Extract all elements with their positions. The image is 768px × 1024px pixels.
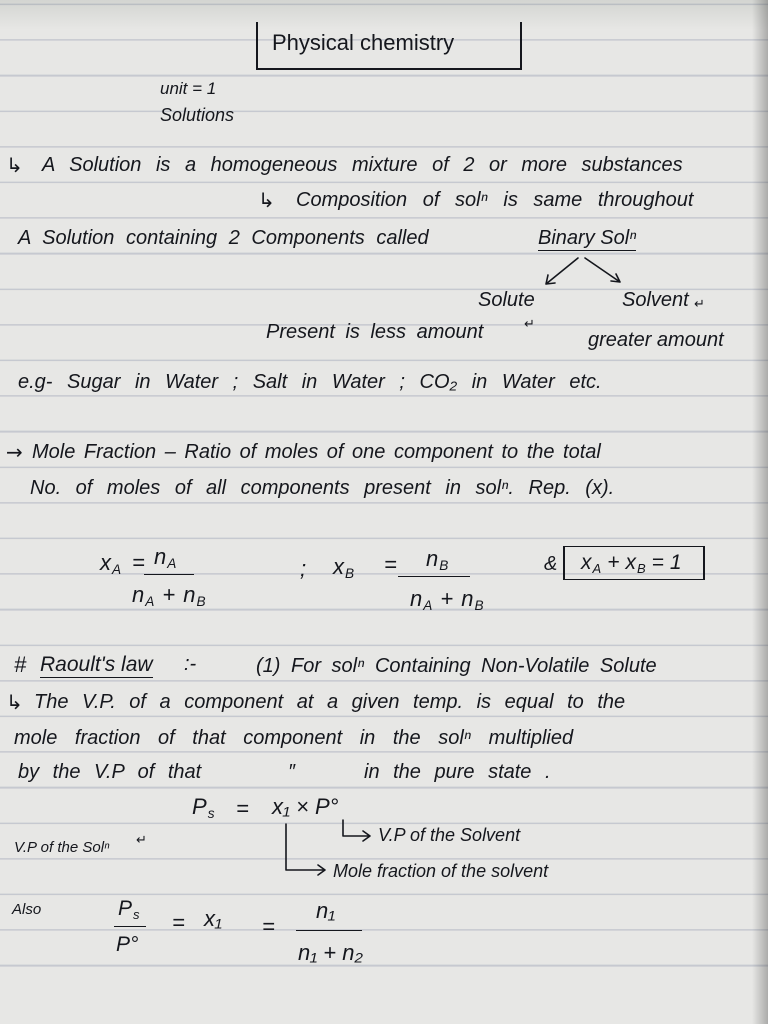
variable: n: [410, 586, 423, 611]
page-edge-shadow: [752, 0, 768, 1024]
subscript: A: [423, 598, 433, 614]
plus-sign: +: [607, 551, 620, 574]
right-arrow-icon: [6, 442, 23, 462]
raoult-statement-line1: The V.P. of a component at a given temp. is equal to the: [34, 691, 626, 713]
subscript: A: [145, 594, 155, 610]
solute-note: Present is less amount: [266, 321, 484, 343]
formula-separator: ;: [300, 556, 307, 581]
return-arrow-icon: [524, 318, 535, 331]
also-label: Also: [12, 901, 42, 918]
equals-sign: =: [651, 551, 664, 574]
variable: x: [100, 550, 111, 575]
xa-symbol: [100, 550, 122, 578]
fraction-bar: [144, 574, 194, 575]
sum-rule: [581, 551, 682, 577]
hook-right-arrow-icon: [6, 155, 23, 175]
mole-fraction-solvent-label: Mole fraction of the solvent: [333, 861, 549, 881]
raoult-formula-rhs: x₁ × P°: [272, 794, 339, 819]
subscript: B: [196, 594, 206, 610]
equals-sign: =: [132, 550, 145, 575]
solvent-label: Solvent: [622, 289, 689, 311]
mole-fraction-x1: x₁: [204, 906, 222, 931]
raoult-statement-line3: by the V.P of that: [18, 761, 202, 783]
binary-to-solvent-arrow: [585, 258, 620, 282]
variable: x: [333, 554, 344, 579]
subscript: s: [133, 907, 140, 923]
subscript: A: [167, 556, 177, 572]
x1-to-mole-fraction-arrow: [286, 824, 325, 875]
variable: n: [461, 586, 474, 611]
fraction-bar: [398, 576, 470, 577]
solution-definition: A Solution is a homogeneous mixture of 2 or more substances: [42, 154, 683, 176]
xb-symbol: [333, 554, 355, 582]
raoult-statement-line3-end: in the pure state .: [364, 761, 551, 783]
equals-sign: =: [262, 914, 275, 939]
subscript: A: [592, 561, 602, 577]
variable: P: [118, 897, 133, 920]
page-title: Physical chemistry: [272, 30, 455, 55]
subscript: B: [636, 561, 646, 577]
variable: n: [426, 546, 439, 571]
subscript: B: [345, 566, 355, 582]
return-arrow-icon: [136, 834, 147, 847]
sum-value: 1: [669, 551, 682, 574]
ps-symbol: [192, 794, 215, 822]
composition-note: Composition of solⁿ is same throughout: [296, 189, 694, 211]
p0-to-vp-solvent-arrow: [343, 820, 370, 841]
solute-label: Solute: [478, 289, 535, 311]
equals-sign: =: [384, 552, 397, 577]
binary-solution-prefix: A Solution containing 2 Components called: [18, 227, 429, 249]
raoult-case: (1) For solⁿ Containing Non-Volatile Solute: [256, 655, 657, 677]
hook-right-arrow-icon: [6, 692, 23, 712]
topic-heading: Solutions: [160, 105, 235, 125]
variable: P: [192, 794, 207, 819]
variable: x: [581, 551, 592, 574]
xa-numerator: [154, 544, 177, 572]
hook-right-arrow-icon: [258, 190, 275, 210]
xb-denominator: [410, 586, 484, 614]
raoult-statement-line2: mole fraction of that component in the solⁿ multiplied: [14, 727, 574, 749]
hash-mark: #: [14, 652, 27, 677]
binary-to-solute-arrow: [546, 258, 578, 284]
variable: n: [183, 582, 196, 607]
xb-numerator: [426, 546, 449, 574]
also-denominator: P°: [116, 933, 139, 956]
title-box: [256, 22, 522, 70]
ditto-mark: ″: [288, 761, 296, 783]
also-denominator-sum: n₁ + n₂: [298, 940, 363, 965]
equals-sign: =: [172, 910, 185, 935]
equals-sign: =: [236, 796, 249, 821]
mole-fraction-definition: Mole Fraction – Ratio of moles of one component to the total: [32, 441, 601, 463]
raoult-law-title: Raoult's law: [40, 653, 153, 676]
solvent-note: greater amount: [588, 329, 724, 351]
binary-solution-term: Binary Solⁿ: [538, 227, 637, 249]
conjunction: &: [544, 553, 558, 575]
plus-sign: +: [162, 582, 176, 607]
xa-denominator: [132, 582, 206, 610]
vp-solvent-label: V.P of the Solvent: [378, 825, 521, 845]
subscript: B: [439, 558, 449, 574]
sum-rule-box: [563, 546, 705, 580]
variable: n: [154, 544, 167, 569]
vp-solution-label: V.P of the Solⁿ: [14, 839, 110, 856]
subscript: s: [207, 806, 215, 822]
fraction-bar: [114, 926, 146, 927]
variable: n: [132, 582, 145, 607]
subscript: B: [474, 598, 484, 614]
solution-examples: e.g- Sugar in Water ; Salt in Water ; CO₂ in Water etc.: [18, 371, 602, 393]
subscript: A: [112, 562, 122, 578]
fraction-bar: [296, 930, 362, 931]
also-numerator-n1: n₁: [316, 898, 336, 923]
also-numerator: [118, 897, 140, 923]
title-separator: :-: [184, 653, 197, 675]
unit-label: unit = 1: [160, 79, 217, 98]
mole-fraction-definition-cont: No. of moles of all components present in solⁿ. Rep. (x).: [30, 477, 615, 499]
variable: x: [625, 551, 636, 574]
return-arrow-icon: [694, 298, 705, 311]
plus-sign: +: [440, 586, 454, 611]
